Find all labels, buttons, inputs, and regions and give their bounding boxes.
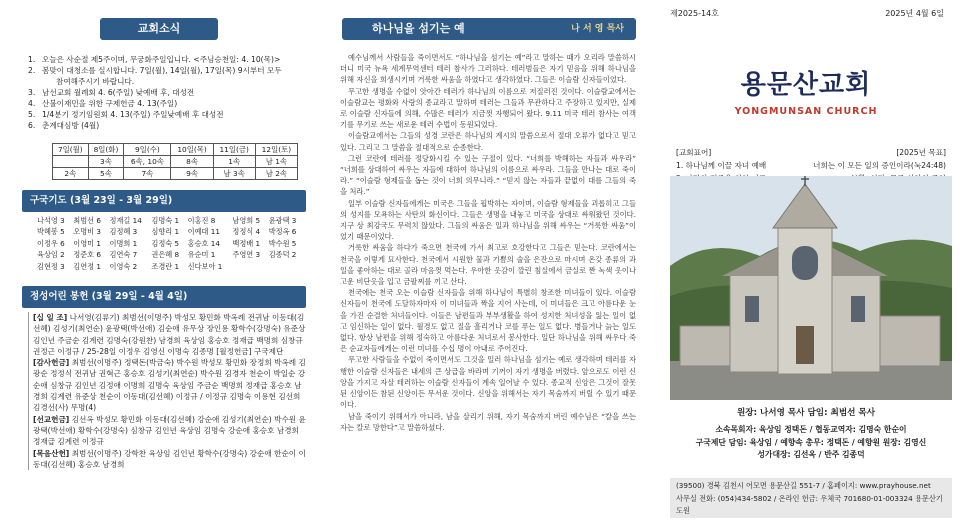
table-row: 이정우 6 이영미 1 이명희 1 김정숙 5 홍승호 14 백정배 1 박수원 5 [37,238,297,248]
prayer-table [36,215,304,273]
table-row: 박혜봉 5 오명비 3 김정혜 3 심향리 1 이예대 11 정정식 4 박정옥 6 [37,227,297,237]
essay-title: 하나님을 섬기는 예 [372,22,465,35]
pastor-caption: 원장: 나서영 목사 담임: 최범선 목사 [736,408,876,418]
year-goal: [2025년 목표] 너희는 이 모든 일의 증인이라(눅24:48) [813,148,946,170]
list-item: 3. 남선교회 월례회 4. 6(주일) 낮예배 후, 대성전 [28,88,195,97]
list-item: [십 일 조] 나서영(김류기) 최범선(이명주) 박성모 황민화 박옥례 전귀남 이동대(김선혜) 김성기(최연순) 윤광택(박선애) 김순애 유무상 장인용 황학수(강명숙) 유준상 김인년 주금순 김계련 김명숙(강원찬) 남경희 육상임 홍승호 정재급 백명희 심창규 권정근 이정규 / 25-28일 이정우 김영신 이명숙 김종명 [월정헌금] 구국제단 [33,313,306,356]
list-item: 참여해주시기 바랍니다. [56,77,135,86]
paragraph: 천국에는 천국 오는 이슬람 신자들을 위해 하나님이 특별히 창조한 미녀들이 있다. 이슬람 신자들이 천국에 도달하자마자 이 미녀들과 짝을 지어 사는데, 이 미녀들은 크고 아름다운 눈을 가진 순결한 처녀들이다. 이들은 남편들과 부부생활을 하여 성지한 처녀성을 잃는 일이 없고 임신하는 일이 없다. 월경도 없고 질을 흘리거나 코를 푸는 일도 없다. 병들거나 늙는 일도 없다. 항상 남편을 위해 정숙하고 아름다운 처녀로서 봉사한다. 일단 하나님을 위해 싸우다 죽은 순교자들에게는 이런 미녀를 수십 명이 아내로 주어진다. [340,288,636,354]
offering-list [28,312,306,470]
list-item: 6. 춘계대심방 (4월) [28,121,100,130]
table-row: 7일(월) 8일(화) 9일(수) 10일(목) 11일(금) 12일(토) [53,144,298,156]
contact-footer: (39500) 경북 김천시 어모면 용문산길 551-7 / 홈페이지: www.prayhouse.net 사무실 전화: (054)434-5802 / 온라인 헌금: 우체국 701680-01-003324 용문산기도원 [670,478,952,518]
list-item: 2. 봄맞이 대청소를 실시합니다. 7일(월), 14일(월), 17일(목) 9시부터 모두 [28,66,282,75]
issue-number: 제2025-14호 [670,9,719,18]
paragraph: 이슬람교에서는 그들의 성경 코란은 하나님의 계시의 말씀으로서 절대 오류가 없다고 믿고 있다. 그리고 그 말씀을 절대적으로 순종한다. [340,131,636,152]
middle-column [326,0,644,528]
left-column [8,0,308,528]
list-item: 4. 산불이재민을 위한 구제헌금 4. 13(주일) [28,99,178,108]
essay-heading [342,18,636,40]
church-name: 용문산교회 [740,70,872,100]
paragraph: 남을 죽이기 위해서가 아니라, 남을 살리기 위해, 자기 목숨까지 버린 예수님은 “칼을 쓰는 자는 칼로 망한다”고 말씀하셨다. [340,411,636,432]
prayer-heading: 구국기도 (3월 23일 - 3월 29일) [22,190,306,212]
list-item: [선교헌금] 김선옥 박성모 황민화 이동대(김선혜) 강순애 김성기(최연순) 박수원 윤광택(박선애) 황학수(강명숙) 심창규 김인년 육상임 김명숙 강순애 홍승호 남경희 정재급 김계련 이정규 [33,414,306,447]
table-row: 3속 6속, 10속 8속 1속 남 1속 [53,156,298,168]
paragraph: 그런 코란에 테러를 정당화시킬 수 있는 구절이 있다. “너희를 박해하는 자들과 싸우라” “너희를 상대하여 싸우는 자들에 대하여 하나님의 이름으로 싸우라. 그들을 만나는 대로 죽이라.” “이슬람 형제들을 돕는 것이 너희 의무니라.” “믿지 않는 자들과 끝없이 대를 그들의 죽을 처라.” [340,153,636,197]
church-photo [670,176,952,400]
list-item: 1. 오늘은 사순절 제5주이며, 무궁화주일입니다. <주님승천일: 4. 10(목)> [28,55,281,64]
table-row: 나석영 3 최범선 6 정재길 14 김명숙 1 이홍진 8 남영희 5 윤광택 3 [37,215,297,225]
visit-schedule-table [52,143,298,180]
staff-roles: 소속목회자: 육상임 정택돈 / 협동교역자: 김명숙 한순이 구국제단 담임: 육상임 / 예향속 총무: 정택돈 / 예향원 원장: 김영신 성가대장: 김선옥 / 반주 김종덕 [695,425,927,459]
list-item: 5. 1/4분기 정기임원회 4. 13(주일) 주일낮예배 후 대성전 [28,110,224,119]
offering-heading: 정성어린 봉헌 (3월 29일 - 4월 4일) [22,286,306,308]
table-row: 육상임 2 정준호 6 김연숙 7 권은혜 8 유순미 1 주영연 3 김종덕 2 [37,250,297,260]
paragraph: 일부 이슬람 신자들에게는 미국은 그들을 핍박하는 자이며, 이슬람 형제들을 괴롭히고 그들의 성지를 모욕하는 사탄의 화신이다. 그들은 생명을 내놓고 미국을 상대로 싸워왔던 것이다. 지구 상 최강국도 무력치 않았다. 그들의 싸움은 일과 하나님을 위해 싸우는 “거룩한 싸움”이었기 때문이었다. [340,198,636,242]
table-row: 2속 5속 7속 9속 남 3속 남 2속 [53,168,298,180]
church-illustration [670,176,952,400]
essay-author: 나 서 영 목사 [571,24,624,34]
list-item: [감사헌금] 최범선(이명주) 정택돈(박금숙) 박수원 박성모 황민화 장정희 박옥례 김광순 정정식 전귀남 권혁근 홍승호 김성기(최연순) 박수원 김경자 천순이 박일순 강순애 심창규 김인년 김정애 이명희 김명숙 육상임 주금순 백명희 정재급 홍승호 남경희 김계련 유준상 천순이 이동대(김선혜) 이정규 / 이정규 김명숙 이용현 김선희 김경선(사) 무명(4) [33,358,306,413]
news-list [28,54,298,131]
paragraph: 무고한 사람들을 수없이 죽이면서도 그것을 일러 하나님을 섬기는 예로 생각하며 테러를 자행한 이슬람 신자들은 내세의 큰 상급을 바라며 기꺼이 자기 생명을 버렸다. 앞으로도 이런 신앙을 가지고 자살 테러하는 이슬람 신자들이 계속 일어날 수 있다. 종교적 신앙은 그것이 잘못된 신앙이든 참된 신앙이든 무서운 것이다. 신앙을 위해서는 자기 목숨까지 버릴 수 있기 때문이다. [340,355,636,410]
news-heading: 교회소식 [100,18,218,40]
list-item: [목음산헌] 최범선(이명주) 강학찬 육상임 김인년 황학수(강명숙) 강순애 한순이 이동대(김선혜) 홍승호 남경희 [33,448,306,469]
issue-date: 2025년 4월 6일 [885,9,944,18]
church-motto: [교회표어] 1. 하나님께 이끌 자녀 예배 [676,148,767,170]
table-row: 김현정 3 김연정 1 이영숙 2 조경란 1 신다보아 1 [37,261,223,271]
church-name-english: YONGMUNSAN CHURCH [734,106,878,117]
right-column [660,0,952,528]
paragraph: 거룩한 싸움을 하다가 죽으면 천국에 가서 최고로 호강한다고 그들은 믿는다. 코란에서는 천국을 이렇게 묘사한다. 천국에서 시원한 물과 기쁨의 술을 은잔으로 마시며 온갖 종류의 과일을 좋아하는 대로 골라 마음껏 먹는다. 우아한 옷감이 깔린 침실에서 금실로 짠 녹색 옷이나 고운 비단옷을 입고 금팔찌를 끼고 산다. [340,243,636,287]
essay-body [340,52,636,433]
paragraph: 무고한 생명을 수없이 앗아간 테러가 하나님의 이름으로 저질러진 것이다. 이슬람교에서는 이슬람교는 평화와 사랑의 종교라고 말하며 테러는 그들과 무관하다고 주장하고 있지만, 실제로 이슬람 신자들에 의해, 수많은 테러가 지금껏 자행되어 왔다. 9.11 미국 테러 참사는 여객기를 무기로 쓰는 새로운 테러 수법이 동원되었다. [340,86,636,130]
paragraph: 예수님께서 사람들을 죽이면서도 “하나님을 섬기는 예”라고 말하는 때가 오리라 말씀하시더니 미국 뉴욕 세계무역센터 테러 참사가 그러하다. 테러범들은 자기 믿음을 위해 하나님을 위해 자신을 희생시키며 거룩한 싸움을 하였다고 생각하였다. 그들은 이슬람 신자들이었다. [340,53,636,85]
